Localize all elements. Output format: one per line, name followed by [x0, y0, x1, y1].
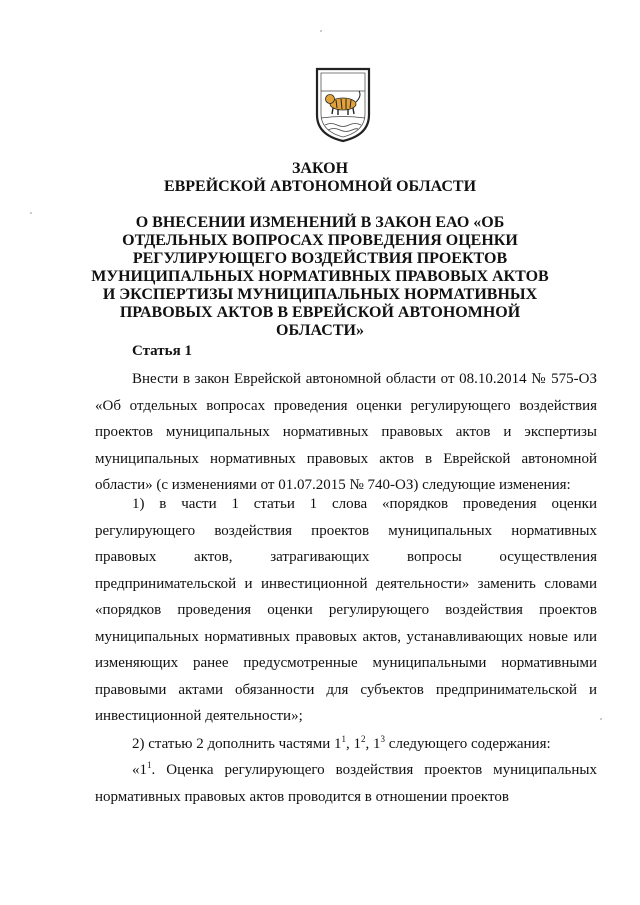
item-2-text-end: следующего содержания: [385, 736, 551, 752]
law-word-heading: ЗАКОН [291, 160, 349, 177]
law-title: О ВНЕСЕНИИ ИЗМЕНЕНИЙ В ЗАКОН ЕАО «ОБ ОТДЕЛЬНЫХ ВОПРОСАХ ПРОВЕДЕНИЯ ОЦЕНКИ РЕГУЛИРУЮЩЕГО ВОЗДЕЙСТВИЯ ПРОЕКТОВ МУНИЦИПАЛЬНЫХ НОРМАТИВНЫХ ПРАВОВЫХ АКТОВ И ЭКСПЕРТИЗЫ МУНИЦИПАЛЬНЫХ НОРМАТИВНЫХ ПРАВОВЫХ АКТОВ В ЕВРЕЙСКОЙ АВТОНОМНОЙ ОБЛАСТИ» [91, 214, 549, 339]
part-superscript-3: 3 [380, 734, 386, 744]
part-1-1-body: . Оценка регулирующего воздействия проектов муниципальных нормативных правовых актов проводится в отношении проектов [95, 762, 597, 805]
coat-of-arms-tiger-icon [311, 63, 375, 143]
item-2-separator-1: , 1 [346, 736, 362, 752]
part-1-1-paragraph [95, 757, 597, 810]
item-1-paragraph [95, 491, 597, 730]
scan-speck [30, 212, 32, 214]
scan-speck [600, 718, 602, 720]
emblem [311, 63, 375, 143]
item-2-text-start: 2) статью 2 дополнить частями 1 [132, 736, 342, 752]
article-heading: Статья 1 [132, 343, 192, 359]
region-heading: ЕВРЕЙСКОЙ АВТОНОМНОЙ ОБЛАСТИ [163, 178, 477, 195]
part-superscript-1: 1 [341, 734, 347, 744]
item-1-text: 1) в части 1 статьи 1 слова «порядков проведения оценки регулирующего воздействия проектов муниципальных нормативных правовых актов, затрагивающих вопросы осуществления предпринимательской и инвестиционной деятельности» заменить словами «порядков проведения оценки регулирующего воздействия проектов муниципальных нормативных правовых актов, устанавливающих новые или изменяющих ранее предусмотренные муниципальными нормативными правовыми актами обязанности для субъектов предпринимательской и инвестиционной деятельности»; [95, 496, 597, 724]
intro-text: Внести в закон Еврейской автономной области от 08.10.2014 № 575-ОЗ «Об отдельных вопросах проведения оценки регулирующего воздействия проектов муниципальных нормативных правовых актов и экспертизы муниципальных нормативных правовых актов в Еврейской автономной области» (с изменениями от 01.07.2015 № 740-ОЗ) следующие изменения: [95, 371, 597, 493]
scan-speck [320, 30, 322, 32]
part-1-1-superscript: 1 [147, 760, 152, 770]
item-2-paragraph [95, 731, 597, 758]
part-1-1-text [95, 757, 597, 810]
article-intro-paragraph [95, 366, 597, 499]
part-1-1-open: «1 [132, 762, 147, 778]
part-superscript-2: 2 [361, 734, 366, 744]
item-2-separator-2: , 1 [365, 736, 381, 752]
item-2-text [95, 731, 597, 758]
